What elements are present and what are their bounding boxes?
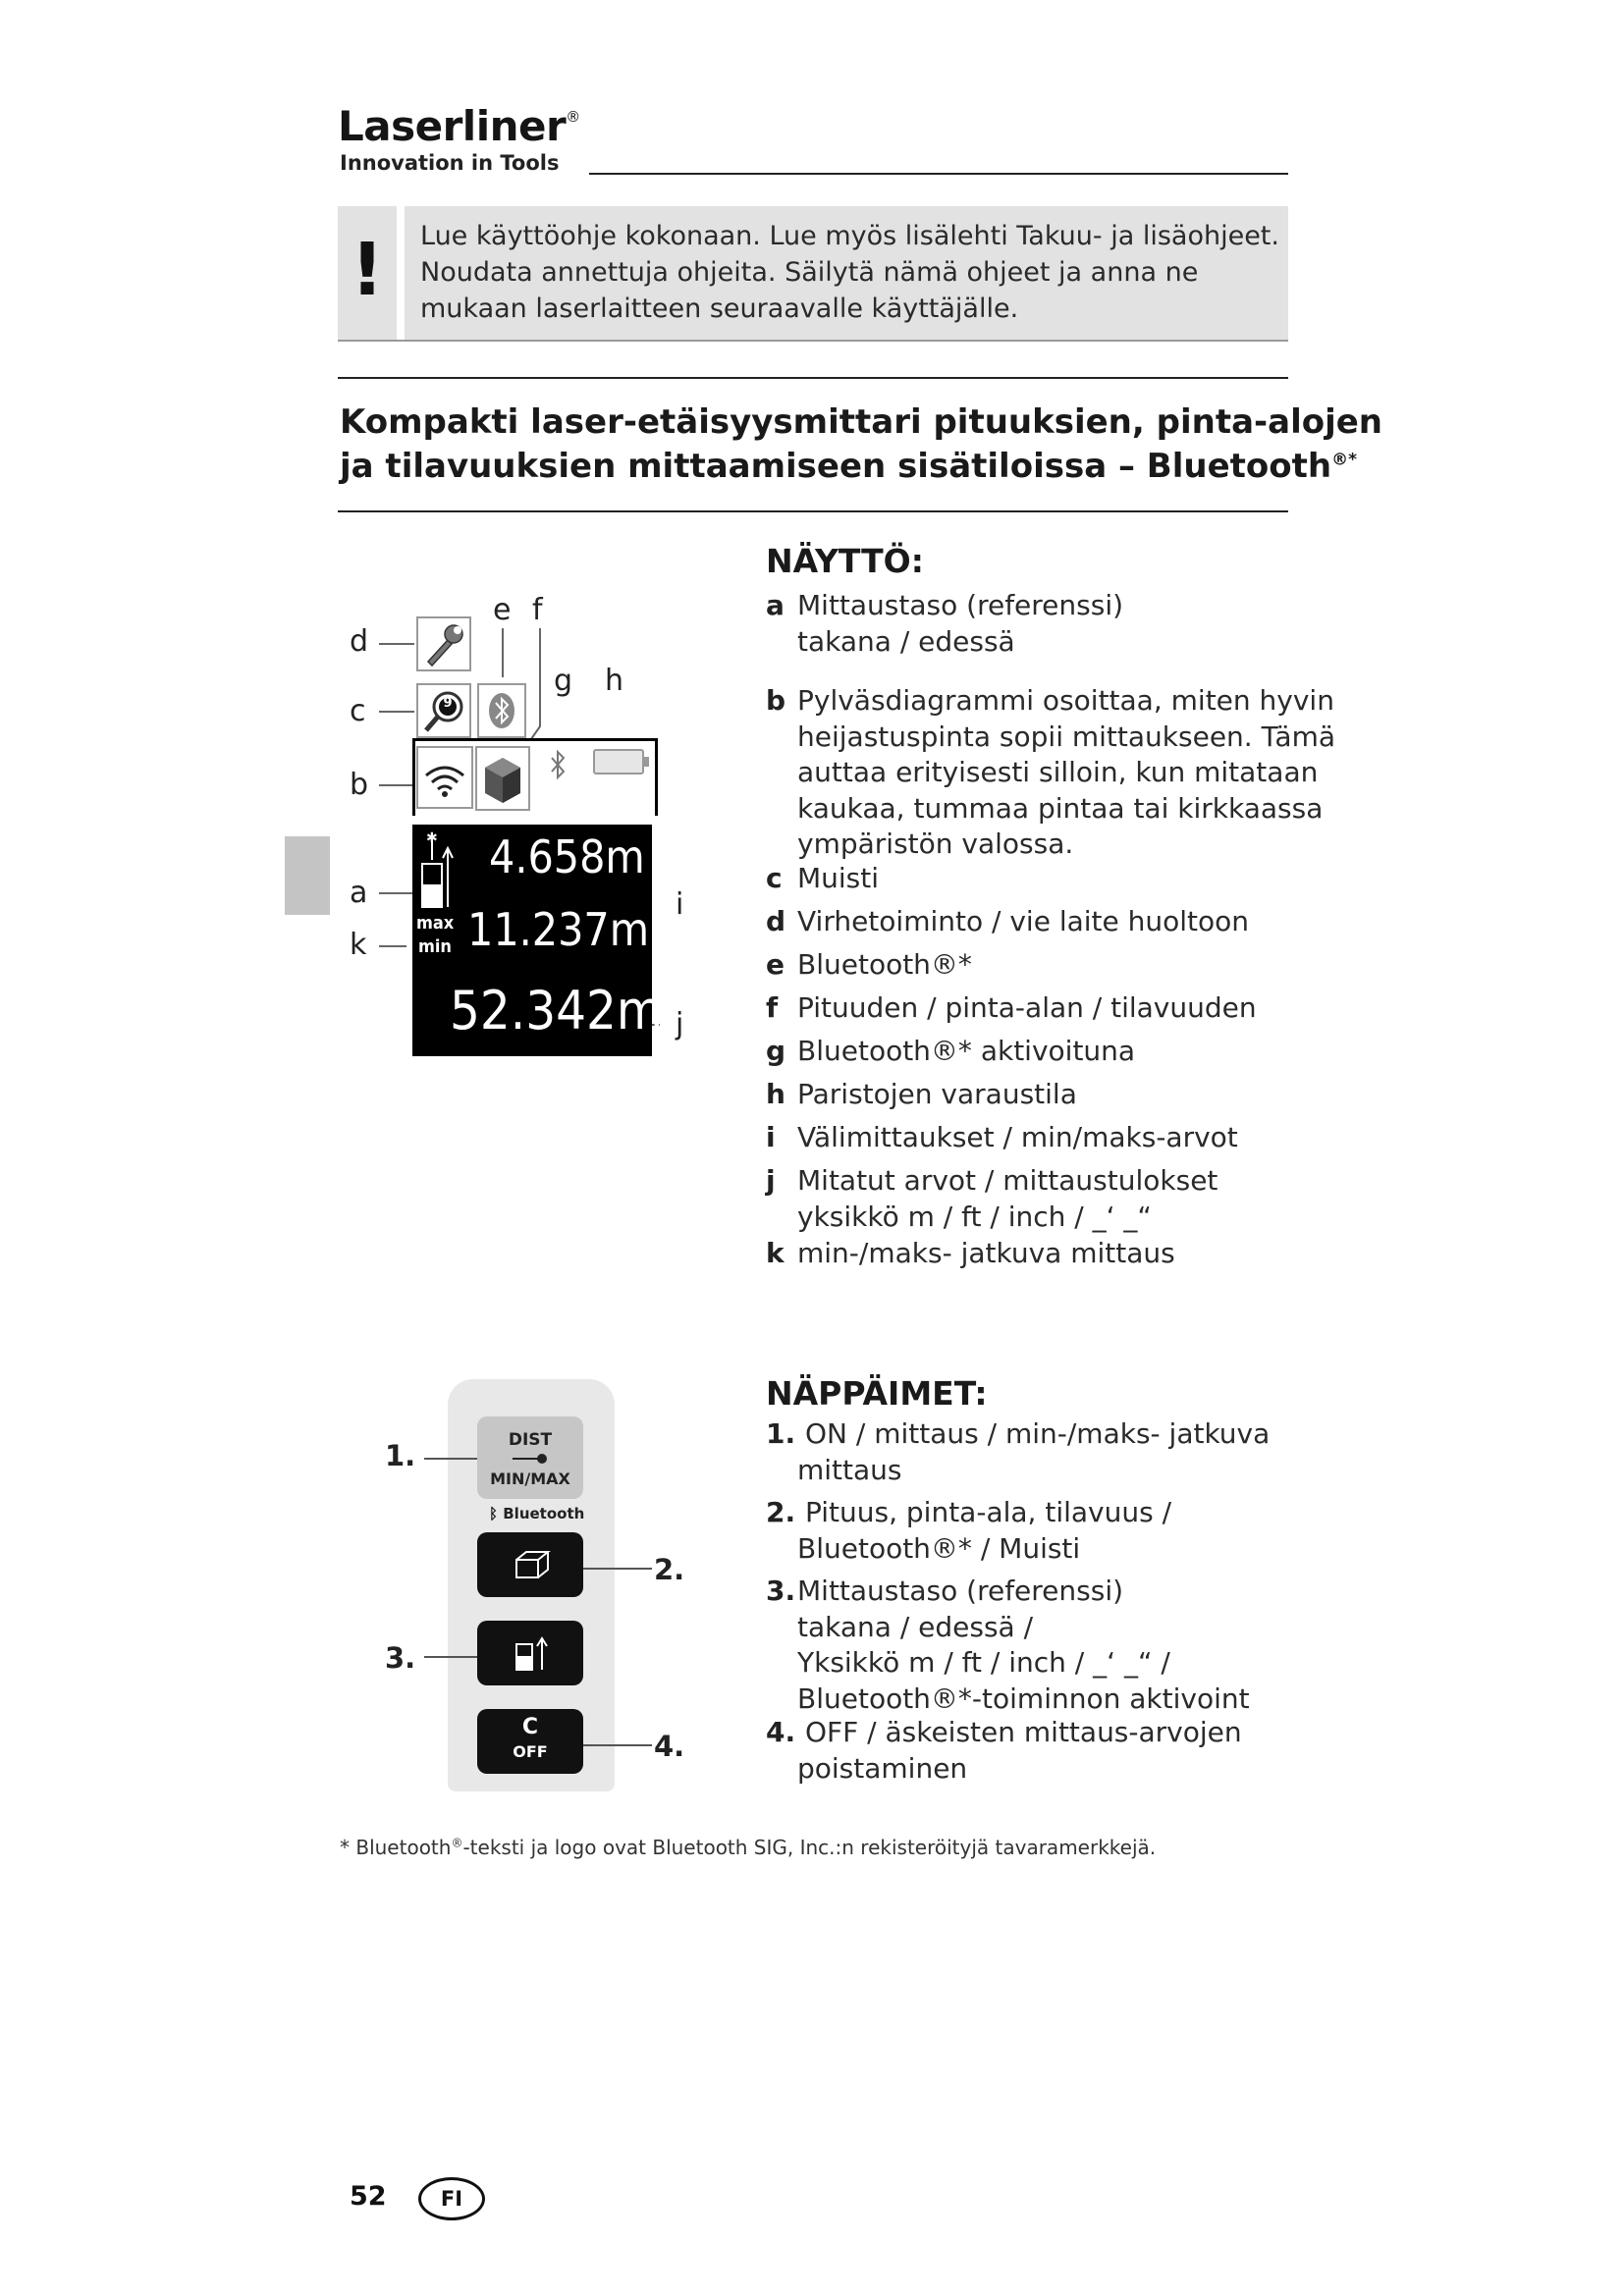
display-heading: NÄYTTÖ: [766,542,924,580]
dist-label: DIST [508,1430,553,1450]
key-legend-text: mittaus [797,1453,902,1486]
callout-b: b [350,768,369,802]
key-legend-text: Pituus, pinta-ala, tilavuus / [805,1496,1172,1528]
legend-text: takana / edessä [797,624,1015,658]
reading-intermediate: 4.658m [489,830,645,883]
signal-box [416,746,473,809]
legend-text: Paristojen varaustila [797,1078,1077,1110]
warning-icon: ! [338,206,397,342]
legend-letter: i [766,1121,776,1153]
legend-letter: j [766,1164,776,1197]
page-title-line2: ja tilavuuksien mittaamiseen sisätiloissa – Bluetooth®* [340,447,1357,486]
legend-text: Muisti [797,862,880,894]
key-legend-number: 3. [766,1575,796,1607]
brand-tagline: Innovation in Tools [340,151,560,175]
min-label: min [418,936,452,957]
page-title: Kompakti laser-etäisyysmittari pituuksien, pinta-alojen [340,402,1383,442]
bluetooth-icon: ᛒ [489,1505,499,1522]
legend-text: min-/maks- jatkuva mittaus [797,1237,1175,1269]
key-legend-number: 1. [766,1417,796,1450]
signal-strength-icon [418,748,471,807]
legend-letter: g [766,1035,786,1067]
callout-i: i [676,887,684,922]
legend-letter: d [766,905,786,937]
legend-letter: a [766,589,785,621]
display-screen [412,825,675,1056]
callout-c: c [350,694,366,728]
divider [338,377,1288,379]
callout-h: h [605,664,624,698]
callout-f: f [532,593,543,627]
legend-text: Välimittaukset / min/maks-arvot [797,1121,1238,1153]
legend-text: Pylväsdiagrammi osoittaa, miten hyvin [797,684,1334,717]
callout-e: e [493,593,512,627]
legend-text: Mitatut arvot / mittaustulokset [797,1164,1218,1197]
warning-line: mukaan laserlaitteen seuraavalle käyttäjälle. [420,294,1019,324]
legend-text: Mittaustaso (referenssi) [797,589,1124,621]
key-legend-text: OFF / äskeisten mittaus-arvojen [805,1716,1242,1748]
callout-g: g [554,664,573,698]
divider [338,340,1288,342]
legend-text: Bluetooth®* [797,948,972,981]
legend-letter: c [766,862,783,894]
divider [338,510,1288,512]
page-number: 52 [350,2181,387,2212]
key-legend-text: Bluetooth®*-toiminnon aktivoint [797,1682,1250,1715]
memory-number: 9 [443,696,453,711]
legend-text: Virhetoiminto / vie laite huoltoon [797,905,1250,937]
key-legend-number: 2. [766,1496,796,1528]
key-legend-text: Bluetooth®* / Muisti [797,1531,1081,1565]
key-callout-2: 2. [654,1553,685,1586]
battery-icon [593,749,644,774]
key-legend-text: Yksikkö m / ft / inch / _‘ _“ / [797,1646,1170,1679]
wrench-icon [418,618,469,669]
key-legend-text: Mittaustaso (referenssi) [797,1575,1124,1607]
key-legend-number: 4. [766,1716,796,1748]
warning-line: Lue käyttöohje kokonaan. Lue myös lisälehti Takuu- ja lisäohjeet. [420,221,1279,251]
callout-d: d [350,624,369,659]
bluetooth-label: ᛒ Bluetooth [489,1505,585,1522]
keys-heading: NÄPPÄIMET: [766,1374,988,1413]
volume-box [475,746,530,811]
legend-text: ympäristön valossa. [797,828,1074,860]
warning-line: Noudata annettuja ohjeita. Säilytä nämä ohjeet ja anna ne [420,257,1199,288]
bluetooth-icon [479,685,524,736]
bluetooth-box [477,683,526,738]
error-wrench-box [416,616,471,671]
legend-letter: k [766,1237,785,1269]
legend-letter: h [766,1078,785,1110]
legend-text: heijastuspinta sopii mittaukseen. Tämä [797,720,1336,753]
callout-j: j [676,1007,684,1041]
brand-logo: Laserliner® [338,102,580,150]
svg-text:✱: ✱ [426,830,438,846]
legend-letter: f [766,991,779,1024]
off-label: OFF [513,1742,548,1761]
clear-label: C [521,1715,539,1739]
legend-letter: e [766,948,785,981]
key-callout-1: 1. [385,1439,416,1472]
minmax-label: MIN/MAX [490,1469,570,1488]
reading-main: $52.342m^2$ [450,980,675,1041]
key-callout-4: 4. [654,1730,685,1763]
callout-a: a [350,876,368,910]
warning-box [405,206,1288,342]
bluetooth-active-icon [546,748,569,781]
legend-text: auttaa erityisesti silloin, kun mitataan [797,756,1319,788]
legend-text: yksikkö m / ft / inch / _‘ _“ [797,1200,1152,1233]
legend-letter: b [766,684,786,717]
memory-box [416,683,471,738]
language-badge: FI [418,2177,485,2220]
header-rule [589,173,1288,175]
key-leader-lines [412,1443,658,1767]
cube-icon [477,748,528,809]
key-callout-3: 3. [385,1641,416,1675]
key-legend-text: ON / mittaus / min-/maks- jatkuva [805,1417,1271,1450]
footnote: * Bluetooth®-teksti ja logo ovat Bluetooth SIG, Inc.:n rekisteröityjä tavaramerkkejä. [340,1836,1157,1859]
key-legend-text: takana / edessä / [797,1610,1034,1643]
key-legend-text: poistaminen [797,1751,968,1785]
callout-k: k [350,928,367,962]
legend-text: Bluetooth®* aktivoituna [797,1035,1136,1067]
reading-minmax: 11.237m [467,903,650,956]
legend-text: kaukaa, tummaa pintaa tai kirkkaassa [797,791,1324,825]
memory-magnifier-icon [418,685,469,736]
max-label: max [416,913,455,934]
legend-text: Pituuden / pinta-alan / tilavuuden [797,991,1257,1024]
reference-level-icon [418,830,456,913]
